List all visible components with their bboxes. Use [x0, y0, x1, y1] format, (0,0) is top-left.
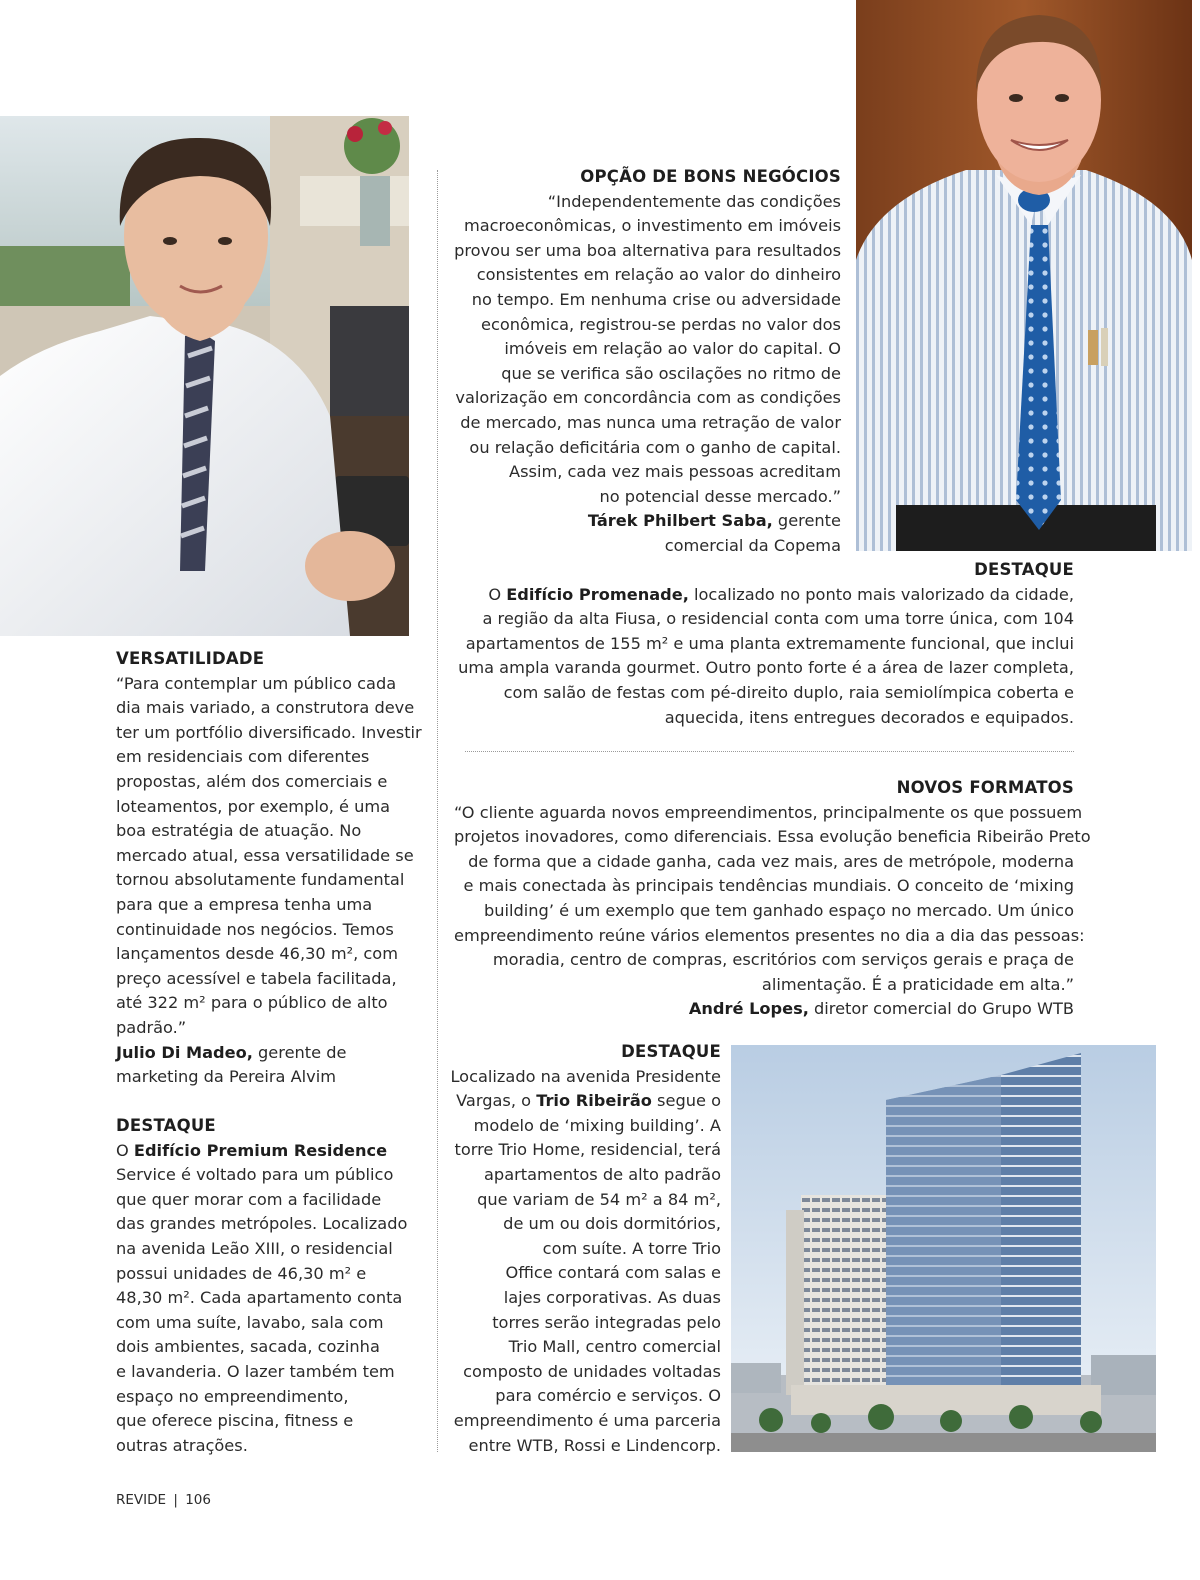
photo-julio-illustration [0, 116, 409, 636]
text-line: que quer morar com a facilidade [116, 1189, 382, 1209]
text-line: para que a empresa tenha uma [116, 894, 373, 914]
author-role: gerente de [252, 1042, 347, 1062]
text-line: preço acessível e tabela facilitada, [116, 968, 397, 988]
text-line: econômica, registrou-se perdas no valor dos [481, 314, 841, 334]
text-line: de forma que a cidade ganha, cada vez mais, ares de metrópole, moderna [468, 851, 1074, 871]
text-line [454, 583, 1074, 608]
text-line: de mercado, mas nunca uma retração de valor [460, 412, 841, 432]
photo-tarek-philbert-saba [856, 0, 1192, 551]
section-opcao-bons-negocios [441, 165, 841, 559]
text-line: empreendimento é uma parceria [453, 1410, 721, 1430]
author-name: André Lopes, [688, 999, 809, 1019]
building-name: Edifício Promenade, [506, 584, 689, 604]
text-line: em residenciais com diferentes [116, 747, 370, 767]
text-line: uma ampla varanda gourmet. Outro ponto forte é a área de lazer completa, [458, 658, 1074, 678]
author-role-line: comercial da Copema [664, 535, 841, 555]
text-line: boa estratégia de atuação. No [116, 821, 362, 841]
text-line: continuidade nos negócios. Temos [116, 919, 394, 939]
text-line: torre Trio Home, residencial, terá [454, 1140, 721, 1160]
opcao-quote [441, 190, 841, 559]
heading-opcao-bons-negocios: OPÇÃO DE BONS NEGÓCIOS [580, 167, 841, 186]
section-destaque-trio [421, 1040, 721, 1458]
text-line: que variam de 54 m² a 84 m², [477, 1189, 721, 1209]
section-destaque-promenade [454, 558, 1074, 730]
destaque-trio-text [421, 1065, 721, 1459]
text-line: das grandes metrópoles. Localizado [116, 1214, 408, 1234]
text-line: aquecida, itens entregues decorados e equipados. [664, 707, 1074, 727]
text-line: empreendimento reúne vários elementos presentes no dia a dia das pessoas: [454, 925, 1085, 945]
text-line: ter um portfólio diversificado. Investir [116, 722, 422, 742]
author-role: gerente [772, 511, 841, 531]
text-line: macroeconômicas, o investimento em imóveis [463, 216, 841, 236]
page-footer [116, 1492, 211, 1508]
author-line [454, 997, 1074, 1022]
text-line: espaço no empreendimento, [116, 1386, 349, 1406]
section-destaque-premium [116, 1114, 416, 1458]
text-line: moradia, centro de compras, escritórios com serviços gerais e praça de [492, 950, 1074, 970]
photo-trio-ribeirao-building [731, 1045, 1156, 1452]
text-line: projetos inovadores, como diferenciais. Essa evolução beneficia Ribeirão Preto [454, 827, 1091, 847]
building-name: Edifício Premium Residence [133, 1140, 388, 1160]
author-name: Julio Di Madeo, [116, 1042, 253, 1062]
text-line: Localizado na avenida Presidente [450, 1066, 721, 1086]
heading-destaque: DESTAQUE [621, 1042, 721, 1061]
heading-destaque: DESTAQUE [116, 1116, 216, 1135]
text-line: com uma suíte, lavabo, sala com [116, 1312, 384, 1332]
text-line: no tempo. Em nenhuma crise ou adversidade [471, 289, 841, 309]
destaque-promenade-text [454, 583, 1074, 731]
text-line: Service é voltado para um público [116, 1165, 394, 1185]
text-line: composto de unidades voltadas [463, 1361, 721, 1381]
text-prefix: O [488, 584, 507, 604]
text-prefix: Vargas, o [456, 1091, 537, 1111]
text-prefix: O [116, 1140, 134, 1160]
text-line: entre WTB, Rossi e Lindencorp. [468, 1435, 721, 1455]
heading-versatilidade: VERSATILIDADE [116, 649, 265, 668]
versatilidade-quote [116, 672, 422, 1090]
author-name: Tárek Philbert Saba, [587, 511, 773, 531]
text-line: que se verifica são oscilações no ritmo de [501, 363, 841, 383]
text-line: no potencial desse mercado.” [599, 486, 841, 506]
page-number: 106 [185, 1492, 211, 1508]
text-line: dois ambientes, sacada, cozinha [116, 1337, 380, 1357]
section-novos-formatos [454, 776, 1091, 1022]
author-line [441, 509, 841, 534]
text-line: torres serão integradas pelo [492, 1312, 721, 1332]
text-line: até 322 m² para o público de alto [116, 993, 388, 1013]
text-line: apartamentos de 155 m² e uma planta extremamente funcional, que inclui [465, 633, 1074, 653]
photo-julio-di-madeo [0, 116, 409, 636]
text-line: loteamentos, por exemplo, é uma [116, 796, 391, 816]
building-rendering-illustration [731, 1045, 1156, 1452]
text-line: lajes corporativas. As duas [503, 1287, 721, 1307]
text-rest: segue o [651, 1091, 721, 1111]
text-line: provou ser uma boa alternativa para resultados [454, 240, 841, 260]
text-line: tornou absolutamente fundamental [116, 870, 405, 890]
text-line: para comércio e serviços. O [495, 1386, 721, 1406]
author-line [116, 1041, 416, 1066]
text-line: Trio Mall, centro comercial [508, 1337, 721, 1357]
text-line: “Para contemplar um público cada [116, 673, 397, 693]
destaque-premium-text [116, 1139, 416, 1459]
text-line: dia mais variado, a construtora deve [116, 698, 415, 718]
text-line: de um ou dois dormitórios, [503, 1214, 721, 1234]
text-line [421, 1089, 721, 1114]
text-line: “Independentemente das condições [547, 191, 841, 211]
text-line: mercado atual, essa versatilidade se [116, 845, 414, 865]
text-line: a região da alta Fiusa, o residencial conta com uma torre única, com 104 [482, 609, 1074, 629]
text-line: com salão de festas com pé-direito duplo, raia semiolímpica coberta e [503, 682, 1074, 702]
text-line: que oferece piscina, fitness e [116, 1411, 354, 1431]
text-line: alimentação. É a praticidade em alta.” [761, 974, 1074, 994]
author-role-line: marketing da Pereira Alvim [116, 1067, 337, 1087]
text-line: apartamentos de alto padrão [484, 1164, 721, 1184]
text-line: e lavanderia. O lazer também tem [116, 1361, 395, 1381]
text-rest: localizado no ponto mais valorizado da cidade, [688, 584, 1074, 604]
text-line: lançamentos desde 46,30 m², com [116, 944, 398, 964]
building-name: Trio Ribeirão [536, 1091, 652, 1111]
text-line [116, 1139, 416, 1164]
text-line: Assim, cada vez mais pessoas acreditam [509, 462, 841, 482]
author-role: diretor comercial do Grupo WTB [808, 999, 1074, 1019]
footer-separator: | [173, 1492, 178, 1508]
magazine-name: REVIDE [116, 1492, 167, 1508]
text-line: valorização em concordância com as condições [455, 388, 841, 408]
heading-novos-formatos: NOVOS FORMATOS [896, 778, 1074, 797]
text-line: imóveis em relação ao valor do capital. O [504, 339, 841, 359]
text-line: propostas, além dos comerciais e [116, 771, 388, 791]
section-versatilidade [116, 647, 422, 1090]
text-line: ou relação deficitária com o ganho de capital. [469, 437, 841, 457]
heading-destaque: DESTAQUE [974, 560, 1074, 579]
text-line: Office contará com salas e [505, 1263, 721, 1283]
novos-formatos-quote [454, 801, 1091, 1022]
text-line: outras atrações. [116, 1435, 248, 1455]
text-line: padrão.” [116, 1017, 187, 1037]
section-divider-dotted [465, 751, 1074, 752]
text-line: 48,30 m². Cada apartamento conta [116, 1288, 403, 1308]
text-line: na avenida Leão XIII, o residencial [116, 1238, 393, 1258]
photo-tarek-illustration [856, 0, 1192, 551]
text-line: e mais conectada às principais tendências mundiais. O conceito de ‘mixing [463, 876, 1074, 896]
text-line: possui unidades de 46,30 m² e [116, 1263, 367, 1283]
text-line: consistentes em relação ao valor do dinheiro [476, 265, 841, 285]
text-line: building’ é um exemplo que tem ganhado espaço no mercado. Um único [484, 900, 1074, 920]
text-line: com suíte. A torre Trio [542, 1238, 721, 1258]
text-line: modelo de ‘mixing building’. A [473, 1115, 721, 1135]
text-line: “O cliente aguarda novos empreendimentos, principalmente os que possuem [454, 802, 1083, 822]
